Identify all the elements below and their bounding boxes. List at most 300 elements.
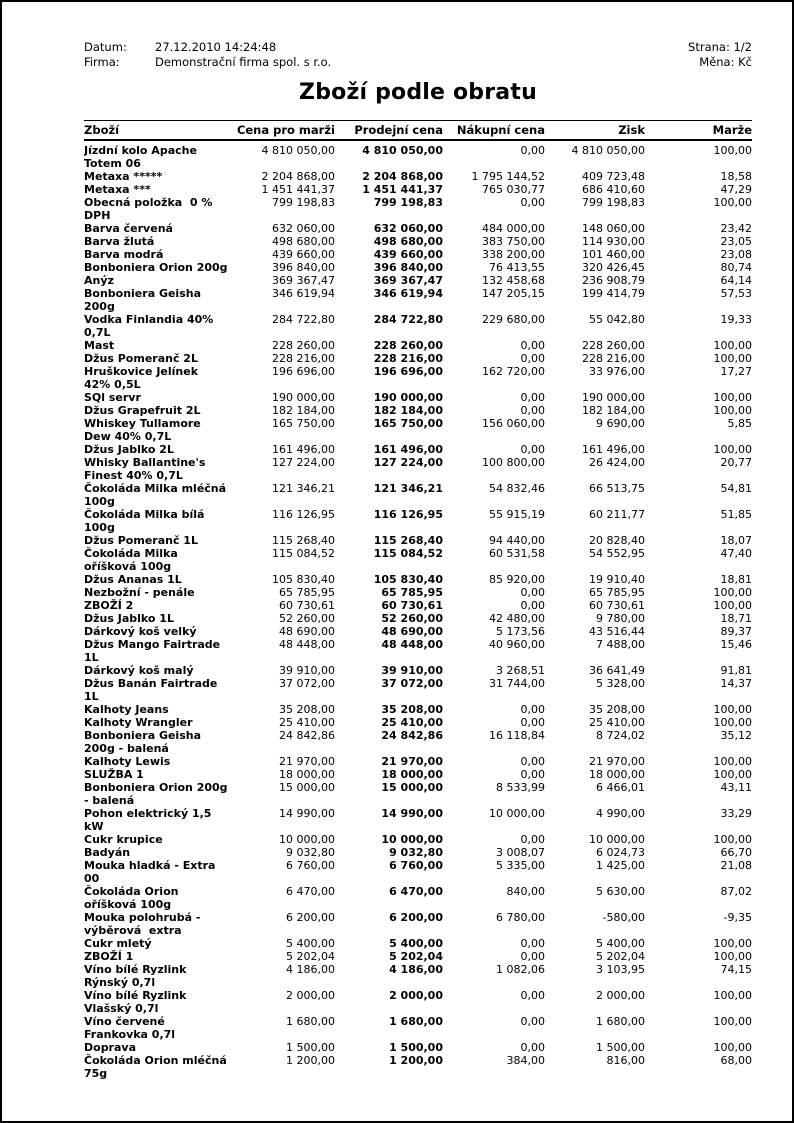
product-name	[84, 1015, 234, 1041]
product-name	[84, 573, 234, 586]
product-name-line: výběrová extra	[84, 924, 182, 937]
product-name-line: Frankovka 0,7l	[84, 1028, 176, 1041]
cell-cena-pro-marzi: 369 367,47	[272, 274, 335, 287]
cell-nakupni-cena: 383 750,00	[482, 235, 545, 248]
cell-nakupni-cena: 3 008,07	[496, 846, 545, 859]
product-name-line: Obecná položka 0 %	[84, 196, 213, 209]
cell-prodejni-cena: 115 268,40	[373, 534, 443, 547]
product-name-line: Čokoláda Orion mléčná	[84, 1054, 227, 1067]
product-name-line: oříšková 100g	[84, 898, 172, 911]
cell-cena-pro-marzi: 228 216,00	[272, 352, 335, 365]
product-name	[84, 144, 234, 170]
cell-cena-pro-marzi: 196 696,00	[272, 365, 335, 378]
table-row	[84, 534, 752, 547]
product-name-line: ZBOŽÍ 1	[84, 950, 134, 963]
cell-nakupni-cena: 0,00	[520, 586, 545, 599]
product-name	[84, 729, 234, 755]
cell-nakupni-cena: 229 680,00	[482, 313, 545, 326]
product-name-line: 1L	[84, 651, 99, 664]
cell-prodejni-cena: 15 000,00	[381, 781, 443, 794]
cell-nakupni-cena: 0,00	[520, 404, 545, 417]
cell-marze: 100,00	[713, 1015, 752, 1028]
product-name-line: Džus Grapefruit 2L	[84, 404, 201, 417]
product-name-line: kW	[84, 820, 104, 833]
cell-prodejni-cena: 24 842,86	[381, 729, 443, 742]
product-name-line: Džus Mango Fairtrade	[84, 638, 221, 651]
cell-zisk: 4 810 050,00	[571, 144, 645, 157]
cell-prodejni-cena: 632 060,00	[373, 222, 443, 235]
product-name-line: SLUŽBA 1	[84, 768, 144, 781]
cell-marze: 23,42	[720, 222, 752, 235]
product-name	[84, 261, 234, 274]
cell-prodejni-cena: 105 830,40	[373, 573, 443, 586]
cell-prodejni-cena: 165 750,00	[373, 417, 443, 430]
cell-zisk: 3 103,95	[596, 963, 645, 976]
product-name-line: Víno bílé Ryzlink	[84, 989, 187, 1002]
cell-marze: 5,85	[727, 417, 752, 430]
product-name	[84, 625, 234, 638]
cell-cena-pro-marzi: 6 470,00	[286, 885, 335, 898]
cell-marze: 68,00	[720, 1054, 752, 1067]
report-title: Zboží podle obratu	[299, 80, 537, 105]
cell-zisk: 2 000,00	[596, 989, 645, 1002]
table-row	[84, 1015, 752, 1041]
product-name	[84, 586, 234, 599]
cell-cena-pro-marzi: 24 842,86	[279, 729, 335, 742]
product-name	[84, 248, 234, 261]
firma-value: Demonstrační firma spol. s r.o.	[155, 55, 332, 69]
table-row	[84, 911, 752, 937]
cell-zisk: 320 426,45	[582, 261, 645, 274]
cell-marze: 100,00	[713, 716, 752, 729]
cell-prodejni-cena: 6 470,00	[389, 885, 443, 898]
cell-marze: 18,71	[720, 612, 752, 625]
cell-nakupni-cena: 8 533,99	[496, 781, 545, 794]
cell-zisk: 5 630,00	[596, 885, 645, 898]
cell-nakupni-cena: 54 832,46	[489, 482, 545, 495]
cell-prodejni-cena: 190 000,00	[373, 391, 443, 404]
product-name-line: 200g	[84, 300, 115, 313]
product-name	[84, 768, 234, 781]
cell-cena-pro-marzi: 284 722,80	[272, 313, 335, 326]
cell-marze: 100,00	[713, 703, 752, 716]
cell-zisk: 25 410,00	[589, 716, 645, 729]
cell-cena-pro-marzi: 2 204 868,00	[261, 170, 335, 183]
col-header-nakupni-cena: Nákupní cena	[456, 123, 545, 137]
product-name	[84, 755, 234, 768]
cell-prodejni-cena: 4 186,00	[389, 963, 443, 976]
col-header-cena-pro-marzi: Cena pro marži	[236, 123, 335, 137]
cell-nakupni-cena: 132 458,68	[482, 274, 545, 287]
cell-marze: 91,81	[720, 664, 752, 677]
cell-zisk: 9 780,00	[596, 612, 645, 625]
table-row	[84, 755, 752, 768]
table-row	[84, 963, 752, 989]
cell-cena-pro-marzi: 5 400,00	[286, 937, 335, 950]
cell-prodejni-cena: 182 184,00	[373, 404, 443, 417]
cell-zisk: 409 723,48	[582, 170, 645, 183]
cell-prodejni-cena: 35 208,00	[381, 703, 443, 716]
cell-nakupni-cena: 85 920,00	[489, 573, 545, 586]
cell-prodejni-cena: 2 000,00	[389, 989, 443, 1002]
cell-marze: 100,00	[713, 950, 752, 963]
cell-cena-pro-marzi: 1 680,00	[286, 1015, 335, 1028]
table-row	[84, 768, 752, 781]
product-name	[84, 391, 234, 404]
cell-nakupni-cena: 0,00	[520, 703, 545, 716]
cell-cena-pro-marzi: 4 186,00	[286, 963, 335, 976]
product-name-line: Dew 40% 0,7L	[84, 430, 172, 443]
product-name-line: Totem 06	[84, 157, 141, 170]
product-name	[84, 989, 234, 1015]
cell-zisk: 1 425,00	[596, 859, 645, 872]
cell-prodejni-cena: 37 072,00	[381, 677, 443, 690]
report-meta-right	[688, 40, 752, 70]
cell-cena-pro-marzi: 115 268,40	[272, 534, 335, 547]
cell-prodejni-cena: 25 410,00	[381, 716, 443, 729]
product-name-line: Dárkový koš malý	[84, 664, 194, 677]
product-name	[84, 170, 234, 183]
cell-prodejni-cena: 4 810 050,00	[362, 144, 443, 157]
product-name-line: Finest 40% 0,7L	[84, 469, 183, 482]
cell-zisk: 20 828,40	[589, 534, 645, 547]
product-name	[84, 456, 234, 482]
product-name-line: Džus Pomeranč 2L	[84, 352, 198, 365]
cell-prodejni-cena: 48 690,00	[381, 625, 443, 638]
cell-cena-pro-marzi: 15 000,00	[279, 781, 335, 794]
cell-marze: 47,29	[720, 183, 752, 196]
datum-label: Datum:	[84, 40, 127, 54]
product-name-line: Vlašský 0,7l	[84, 1002, 159, 1015]
cell-zisk: 6 466,01	[596, 781, 645, 794]
cell-nakupni-cena: 0,00	[520, 716, 545, 729]
cell-nakupni-cena: 765 030,77	[482, 183, 545, 196]
product-name-line: Whisky Ballantine's	[84, 456, 206, 469]
product-name-line: Barva žlutá	[84, 235, 155, 248]
table-row	[84, 443, 752, 456]
product-name-line: SQl servr	[84, 391, 141, 404]
cell-cena-pro-marzi: 127 224,00	[272, 456, 335, 469]
cell-zisk: 148 060,00	[582, 222, 645, 235]
cell-cena-pro-marzi: 2 000,00	[286, 989, 335, 1002]
table-row	[84, 508, 752, 534]
cell-zisk: 18 000,00	[589, 768, 645, 781]
product-name	[84, 547, 234, 573]
cell-zisk: 54 552,95	[589, 547, 645, 560]
cell-zisk: 66 513,75	[589, 482, 645, 495]
cell-cena-pro-marzi: 48 690,00	[279, 625, 335, 638]
table-row	[84, 859, 752, 885]
product-name-line: Mouka hladká - Extra	[84, 859, 216, 872]
product-name	[84, 950, 234, 963]
product-name-line: Džus Jablko 1L	[84, 612, 174, 625]
cell-zisk: 228 260,00	[582, 339, 645, 352]
cell-cena-pro-marzi: 35 208,00	[279, 703, 335, 716]
table-row	[84, 729, 752, 755]
product-name	[84, 911, 234, 937]
product-name	[84, 703, 234, 716]
cell-cena-pro-marzi: 10 000,00	[279, 833, 335, 846]
cell-cena-pro-marzi: 632 060,00	[272, 222, 335, 235]
cell-zisk: 36 641,49	[589, 664, 645, 677]
table-row	[84, 313, 752, 339]
cell-marze: 89,37	[720, 625, 752, 638]
product-name	[84, 963, 234, 989]
cell-nakupni-cena: 60 531,58	[489, 547, 545, 560]
product-name-line: oříšková 100g	[84, 560, 172, 573]
cell-marze: 100,00	[713, 352, 752, 365]
cell-nakupni-cena: 156 060,00	[482, 417, 545, 430]
cell-marze: 74,15	[720, 963, 752, 976]
table-row	[84, 989, 752, 1015]
table-row	[84, 417, 752, 443]
product-name-line: Kalhoty Lewis	[84, 755, 171, 768]
cell-prodejni-cena: 228 216,00	[373, 352, 443, 365]
product-name-line: Whiskey Tullamore	[84, 417, 201, 430]
cell-nakupni-cena: 100 800,00	[482, 456, 545, 469]
cell-prodejni-cena: 18 000,00	[381, 768, 443, 781]
cell-marze: 87,02	[720, 885, 752, 898]
cell-nakupni-cena: 31 744,00	[489, 677, 545, 690]
product-name	[84, 404, 234, 417]
cell-cena-pro-marzi: 396 840,00	[272, 261, 335, 274]
cell-zisk: 7 488,00	[596, 638, 645, 651]
cell-nakupni-cena: 0,00	[520, 937, 545, 950]
cell-nakupni-cena: 55 915,19	[489, 508, 545, 521]
cell-marze: 43,11	[720, 781, 752, 794]
cell-cena-pro-marzi: 1 200,00	[286, 1054, 335, 1067]
report-meta-labels	[84, 40, 155, 70]
cell-cena-pro-marzi: 48 448,00	[279, 638, 335, 651]
strana-value: Strana: 1/2	[688, 40, 752, 54]
product-name-line: Čokoláda Milka bílá	[84, 508, 205, 521]
product-name-line: Bonboniera Orion 200g	[84, 261, 228, 274]
product-name	[84, 1041, 234, 1054]
cell-marze: 100,00	[713, 755, 752, 768]
cell-nakupni-cena: 0,00	[520, 989, 545, 1002]
cell-marze: 100,00	[713, 989, 752, 1002]
cell-prodejni-cena: 1 500,00	[389, 1041, 443, 1054]
product-name-line: ZBOŽÍ 2	[84, 599, 134, 612]
cell-nakupni-cena: 40 960,00	[489, 638, 545, 651]
cell-prodejni-cena: 284 722,80	[373, 313, 443, 326]
cell-nakupni-cena: 6 780,00	[496, 911, 545, 924]
table-row	[84, 664, 752, 677]
table-row	[84, 781, 752, 807]
product-name	[84, 352, 234, 365]
report-meta-values	[155, 40, 331, 70]
cell-cena-pro-marzi: 346 619,94	[272, 287, 335, 300]
product-name-line: Džus Banán Fairtrade	[84, 677, 218, 690]
cell-marze: 100,00	[713, 443, 752, 456]
cell-marze: 100,00	[713, 768, 752, 781]
col-header-prodejni-cena: Prodejní cena	[354, 123, 443, 137]
cell-prodejni-cena: 799 198,83	[373, 196, 443, 209]
cell-zisk: 182 184,00	[582, 404, 645, 417]
cell-marze: 54,81	[720, 482, 752, 495]
cell-zisk: 19 910,40	[589, 573, 645, 586]
cell-marze: 100,00	[713, 599, 752, 612]
cell-prodejni-cena: 1 680,00	[389, 1015, 443, 1028]
cell-marze: 80,74	[720, 261, 752, 274]
cell-nakupni-cena: 0,00	[520, 1015, 545, 1028]
product-name-line: 00	[84, 872, 100, 885]
cell-nakupni-cena: 1 795 144,52	[471, 170, 545, 183]
cell-prodejni-cena: 196 696,00	[373, 365, 443, 378]
product-name	[84, 287, 234, 313]
table-row	[84, 599, 752, 612]
cell-prodejni-cena: 14 990,00	[381, 807, 443, 820]
cell-marze: 17,27	[720, 365, 752, 378]
cell-cena-pro-marzi: 52 260,00	[279, 612, 335, 625]
cell-cena-pro-marzi: 105 830,40	[272, 573, 335, 586]
cell-prodejni-cena: 396 840,00	[373, 261, 443, 274]
table-row	[84, 677, 752, 703]
table-row	[84, 1054, 752, 1080]
cell-marze: 33,29	[720, 807, 752, 820]
cell-marze: -9,35	[723, 911, 752, 924]
table-row	[84, 885, 752, 911]
cell-prodejni-cena: 5 400,00	[389, 937, 443, 950]
product-name-line: 0,7L	[84, 326, 111, 339]
cell-nakupni-cena: 0,00	[520, 833, 545, 846]
product-name-line: Metaxa ***	[84, 183, 151, 196]
cell-nakupni-cena: 0,00	[520, 443, 545, 456]
table-row	[84, 235, 752, 248]
product-name	[84, 534, 234, 547]
cell-prodejni-cena: 48 448,00	[381, 638, 443, 651]
cell-nakupni-cena: 0,00	[520, 391, 545, 404]
cell-nakupni-cena: 16 118,84	[489, 729, 545, 742]
cell-marze: 35,12	[720, 729, 752, 742]
product-name-line: Mouka polohrubá -	[84, 911, 201, 924]
cell-marze: 51,85	[720, 508, 752, 521]
product-name-line: Badyán	[84, 846, 131, 859]
cell-prodejni-cena: 6 200,00	[389, 911, 443, 924]
product-name-line: Čokoláda Orion	[84, 885, 179, 898]
product-name-line: 42% 0,5L	[84, 378, 141, 391]
cell-zisk: 228 216,00	[582, 352, 645, 365]
cell-zisk: 799 198,83	[582, 196, 645, 209]
table-row	[84, 1041, 752, 1054]
cell-marze: 100,00	[713, 196, 752, 209]
cell-marze: 14,37	[720, 677, 752, 690]
cell-nakupni-cena: 5 173,56	[496, 625, 545, 638]
product-name-line: Kalhoty Wrangler	[84, 716, 193, 729]
cell-cena-pro-marzi: 21 970,00	[279, 755, 335, 768]
cell-cena-pro-marzi: 14 990,00	[279, 807, 335, 820]
product-name-line: Čokoláda Milka	[84, 547, 178, 560]
cell-cena-pro-marzi: 1 500,00	[286, 1041, 335, 1054]
cell-cena-pro-marzi: 25 410,00	[279, 716, 335, 729]
cell-marze: 100,00	[713, 144, 752, 157]
cell-zisk: 8 724,02	[596, 729, 645, 742]
cell-cena-pro-marzi: 5 202,04	[286, 950, 335, 963]
cell-marze: 23,08	[720, 248, 752, 261]
table-row	[84, 170, 752, 183]
table-row	[84, 846, 752, 859]
cell-prodejni-cena: 1 200,00	[389, 1054, 443, 1067]
cell-cena-pro-marzi: 39 910,00	[279, 664, 335, 677]
product-name	[84, 183, 234, 196]
cell-marze: 57,53	[720, 287, 752, 300]
table-row	[84, 573, 752, 586]
product-name-line: Dárkový koš velký	[84, 625, 197, 638]
cell-marze: 100,00	[713, 937, 752, 950]
cell-zisk: 199 414,79	[582, 287, 645, 300]
cell-marze: 47,40	[720, 547, 752, 560]
cell-zisk: 190 000,00	[582, 391, 645, 404]
product-name-line: Džus Ananas 1L	[84, 573, 182, 586]
table-row	[84, 144, 752, 170]
product-name	[84, 885, 234, 911]
table-row	[84, 547, 752, 573]
product-name-line: Bonboniera Orion 200g	[84, 781, 228, 794]
cell-nakupni-cena: 0,00	[520, 196, 545, 209]
table-row	[84, 274, 752, 287]
cell-nakupni-cena: 3 268,51	[496, 664, 545, 677]
cell-zisk: 5 328,00	[596, 677, 645, 690]
cell-prodejni-cena: 9 032,80	[389, 846, 443, 859]
cell-zisk: 4 990,00	[596, 807, 645, 820]
table-row	[84, 950, 752, 963]
product-name-line: Vodka Finlandia 40%	[84, 313, 214, 326]
cell-nakupni-cena: 0,00	[520, 144, 545, 157]
product-name-line: Cukr krupice	[84, 833, 163, 846]
product-name	[84, 235, 234, 248]
table-row	[84, 404, 752, 417]
cell-marze: 100,00	[713, 391, 752, 404]
cell-zisk: 5 400,00	[596, 937, 645, 950]
product-name-line: Hruškovice Jelínek	[84, 365, 199, 378]
table-row	[84, 807, 752, 833]
cell-prodejni-cena: 369 367,47	[373, 274, 443, 287]
product-name-line: 75g	[84, 1067, 108, 1080]
cell-marze: 18,07	[720, 534, 752, 547]
cell-nakupni-cena: 10 000,00	[489, 807, 545, 820]
product-name	[84, 482, 234, 508]
product-name	[84, 222, 234, 235]
cell-prodejni-cena: 6 760,00	[389, 859, 443, 872]
product-name	[84, 638, 234, 664]
cell-zisk: 1 500,00	[596, 1041, 645, 1054]
product-name-line: Bonboniera Geisha	[84, 287, 202, 300]
cell-zisk: 35 208,00	[589, 703, 645, 716]
cell-marze: 18,81	[720, 573, 752, 586]
cell-zisk: -580,00	[602, 911, 645, 924]
cell-prodejni-cena: 127 224,00	[373, 456, 443, 469]
product-name-line: Bonboniera Geisha	[84, 729, 202, 742]
table-row	[84, 352, 752, 365]
product-name	[84, 599, 234, 612]
cell-marze: 100,00	[713, 404, 752, 417]
cell-prodejni-cena: 161 496,00	[373, 443, 443, 456]
cell-zisk: 65 785,95	[589, 586, 645, 599]
cell-marze: 23,05	[720, 235, 752, 248]
product-name-line: Metaxa *****	[84, 170, 163, 183]
cell-marze: 100,00	[713, 1041, 752, 1054]
table-row	[84, 287, 752, 313]
product-name-line: 200g - balená	[84, 742, 169, 755]
cell-cena-pro-marzi: 9 032,80	[286, 846, 335, 859]
table-row	[84, 339, 752, 352]
product-name	[84, 859, 234, 885]
table-row	[84, 586, 752, 599]
product-name-line: 1L	[84, 690, 99, 703]
cell-cena-pro-marzi: 60 730,61	[279, 599, 335, 612]
product-name-line: Džus Jablko 2L	[84, 443, 174, 456]
product-name-line: DPH	[84, 209, 111, 222]
